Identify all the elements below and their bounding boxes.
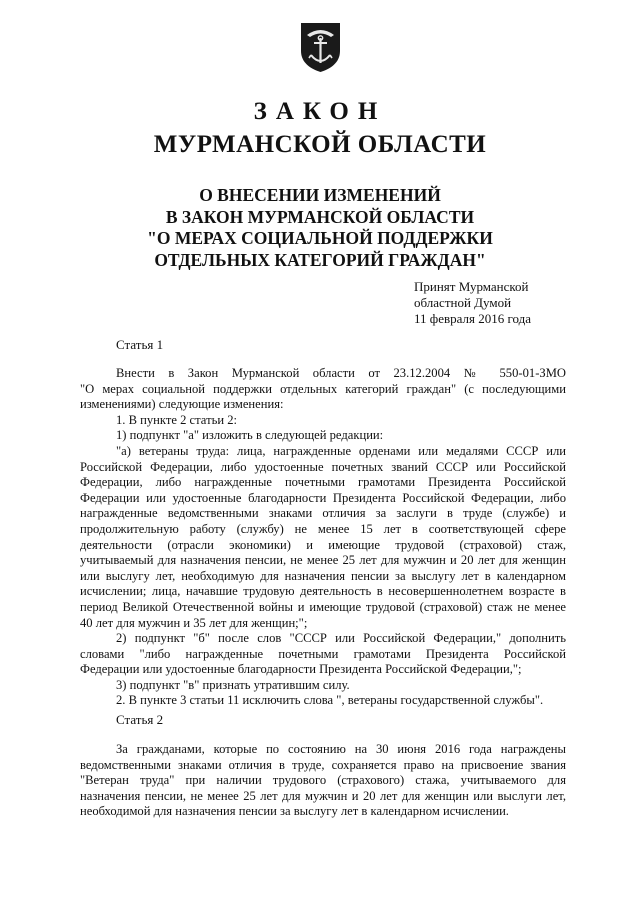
region-title: МУРМАНСКОЙ ОБЛАСТИ <box>153 131 487 158</box>
adoption-line: 11 февраля 2016 года <box>414 311 531 326</box>
adoption-line: Принят Мурманской <box>414 279 529 294</box>
article-1-line: исчислении; лица, начавшие трудовую деятельность в несовершеннолетнем возрасте в <box>80 584 566 599</box>
article-1-line: награжденные ведомственными знаками отличия за заслуги в труде (службе) и <box>80 506 566 521</box>
article-1-line: "а) ветераны труда: лица, награжденные орденами или медалями СССР или <box>116 443 566 458</box>
article-1-line: продолжительную работу (службу) не менее 15 лет в соответствующей сфере <box>80 521 566 536</box>
article-1-body <box>80 366 566 709</box>
article-2-heading: Статья 2 <box>116 712 164 727</box>
article-1-line: словами "либо награжденные почетными грамотами Президента Российской <box>80 646 566 661</box>
article-1-line: 2. В пункте 3 статьи 11 исключить слова ", ветераны государственной службы". <box>116 693 544 708</box>
article-2-line: "Ветеран труда" при наличии трудового (страхового) стажа, учитываемого для <box>80 773 566 788</box>
article-2-line: необходимой для назначения пенсии за выслугу лет в календарном исчислении. <box>80 804 509 819</box>
article-1-line: Федерации или удостоенные благодарности Президента Российской Федерации, либо <box>80 490 566 505</box>
subtitle-line: О ВНЕСЕНИИ ИЗМЕНЕНИЙ <box>199 185 441 205</box>
article-1-line: "О мерах социальной поддержки отдельных категорий граждан" (с последующими <box>80 381 566 396</box>
law-subtitle <box>0 185 640 271</box>
article-1-line: или выслугу лет, необходимую для назначения пенсии за выслугу лет в календарном <box>80 568 566 583</box>
article-2-line: назначения пенсии, не менее 25 лет для мужчин и 20 лет для женщин или выслуги лет, <box>80 788 566 803</box>
article-1-line: изменениями) следующие изменения: <box>80 397 284 412</box>
article-1-line: 1. В пункте 2 статьи 2: <box>116 412 237 427</box>
article-1-line: период Великой Отечественной войны и имеющие трудовой (страховой) стаж не менее <box>80 599 566 614</box>
article-1-line: Российской Федерации, либо удостоенные почетных званий СССР или Российской <box>80 459 566 474</box>
subtitle-line: "О МЕРАХ СОЦИАЛЬНОЙ ПОДДЕРЖКИ <box>147 228 493 248</box>
article-2-line: За гражданами, которые по состоянию на 30 июня 2016 года награждены <box>116 742 566 756</box>
subtitle-line: В ЗАКОН МУРМАНСКОЙ ОБЛАСТИ <box>165 206 475 227</box>
article-1-line: 40 лет для мужчин и 35 лет для женщин;"; <box>80 615 308 630</box>
article-2-line: ведомственными знаками отличия в труде, сохраняется право на присвоение звания <box>80 757 566 772</box>
law-title: ЗАКОН <box>253 98 387 125</box>
article-1-line: 2) подпункт "б" после слов "СССР или Российской Федерации," дополнить <box>116 631 566 646</box>
subtitle-line: ОТДЕЛЬНЫХ КАТЕГОРИЙ ГРАЖДАН" <box>154 249 486 270</box>
adoption-note <box>414 279 531 327</box>
article-1-line: Федерации или удостоенные благодарности Президента Российской Федерации,"; <box>80 662 522 677</box>
article-1-line: 3) подпункт "в" признать утратившим силу. <box>116 677 350 692</box>
article-1-line: деятельности (отрасли экономики) и имеющие трудовой (страховой) стаж, <box>80 537 566 552</box>
article-1-heading: Статья 1 <box>116 337 164 352</box>
article-1-line: Внести в Закон Мурманской области от 23.12.2004 № 550-01-ЗМО <box>116 366 566 380</box>
adoption-line: областной Думой <box>414 295 512 310</box>
article-1-line: учитываемый для назначения пенсии, не менее 25 лет для мужчин и 20 лет для женщин <box>80 553 566 568</box>
article-1-line: 1) подпункт "а" изложить в следующей редакции: <box>116 428 384 443</box>
article-2-body <box>80 742 566 820</box>
coat-of-arms-emblem-icon <box>299 21 342 73</box>
article-1-line: Федерации, либо награжденные почетными грамотами Президента Российской <box>80 475 566 490</box>
